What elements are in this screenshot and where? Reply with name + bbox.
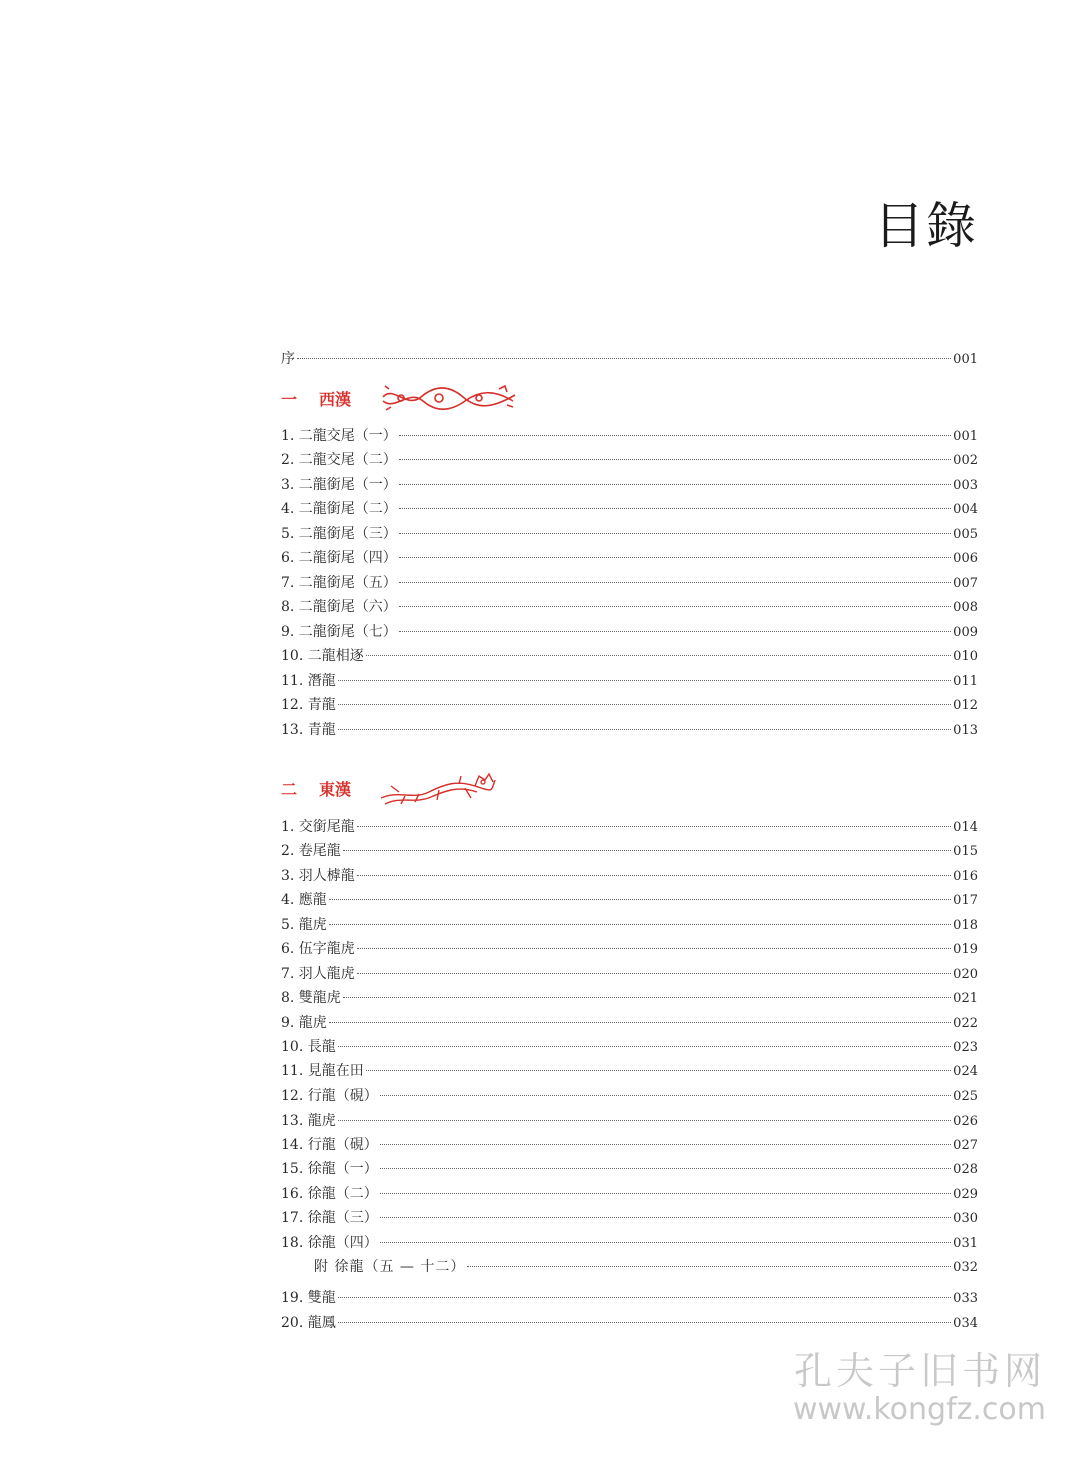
- entry-page: 003: [953, 478, 978, 493]
- section-name: 東漢: [319, 779, 352, 799]
- toc-entry[interactable]: [281, 525, 978, 543]
- toc-entry[interactable]: [281, 427, 978, 445]
- toc-entry[interactable]: [281, 842, 978, 860]
- entry-page: 011: [953, 674, 978, 689]
- entry-page: 026: [953, 1114, 978, 1129]
- entry-page: 004: [953, 502, 978, 517]
- entry-page: 014: [953, 820, 978, 835]
- entry-page: 001: [953, 429, 978, 444]
- section-number: 二: [281, 779, 298, 799]
- entry-label: 19. 雙龍: [281, 1290, 336, 1306]
- entry-label: 序: [281, 351, 295, 367]
- toc-entry[interactable]: [281, 1234, 978, 1252]
- entry-label: 12. 行龍（硯）: [281, 1088, 378, 1104]
- toc-entry[interactable]: [281, 721, 978, 739]
- entry-page: 010: [953, 649, 978, 664]
- dot-leader: [380, 1242, 951, 1243]
- toc-entry[interactable]: [281, 1087, 978, 1105]
- entry-page: 030: [953, 1211, 978, 1226]
- dot-leader: [329, 1022, 951, 1023]
- entry-label: 9. 二龍銜尾（七）: [281, 624, 397, 640]
- dot-leader: [399, 484, 951, 485]
- watermark-site-name: 孔夫子旧书网: [793, 1349, 1046, 1393]
- entry-label: 2. 二龍交尾（二）: [281, 452, 397, 468]
- entry-page: 029: [953, 1187, 978, 1202]
- toc-entry[interactable]: [281, 1160, 978, 1178]
- entry-label: 1. 交銜尾龍: [281, 819, 355, 835]
- toc-entry[interactable]: [281, 1112, 978, 1130]
- entry-page: 020: [953, 967, 978, 982]
- dot-leader: [338, 680, 951, 681]
- dot-leader: [338, 1297, 951, 1298]
- dot-leader: [399, 582, 951, 583]
- entry-page: 002: [953, 453, 978, 468]
- entry-label: 8. 二龍銜尾（六）: [281, 599, 397, 615]
- toc-entry[interactable]: [281, 940, 978, 958]
- entry-label: 13. 青龍: [281, 722, 336, 738]
- dot-leader: [338, 704, 951, 705]
- entry-label: 7. 羽人龍虎: [281, 966, 355, 982]
- toc-entry[interactable]: [281, 574, 978, 592]
- entry-page: 013: [953, 723, 978, 738]
- watermark: [793, 1349, 1046, 1427]
- entry-label: 11. 見龍在田: [281, 1063, 364, 1079]
- dot-leader: [343, 997, 951, 998]
- entry-label: 6. 二龍銜尾（四）: [281, 550, 397, 566]
- dot-leader: [399, 459, 951, 460]
- entry-page: 019: [953, 942, 978, 957]
- entry-page: 005: [953, 527, 978, 542]
- entry-page: 023: [953, 1040, 978, 1055]
- entry-label: 12. 青龍: [281, 697, 336, 713]
- dot-leader: [399, 557, 951, 558]
- dot-leader: [399, 508, 951, 509]
- toc-entry[interactable]: [281, 1209, 978, 1227]
- dot-leader: [329, 899, 951, 900]
- dot-leader: [338, 729, 951, 730]
- entry-page: 033: [953, 1291, 978, 1306]
- dot-leader: [380, 1217, 951, 1218]
- dot-leader: [399, 631, 951, 632]
- toc-entry[interactable]: [281, 696, 978, 714]
- dot-leader: [357, 973, 951, 974]
- entry-label: 14. 行龍（硯）: [281, 1137, 378, 1153]
- dot-leader: [380, 1095, 951, 1096]
- entry-label: 16. 徐龍（二）: [281, 1186, 378, 1202]
- entry-label: 1. 二龍交尾（一）: [281, 428, 397, 444]
- toc-entry[interactable]: [281, 549, 978, 567]
- toc-entry[interactable]: [281, 647, 978, 665]
- entry-label: 10. 二龍相逐: [281, 648, 364, 664]
- entry-label: 4. 應龍: [281, 892, 327, 908]
- dot-leader: [380, 1168, 951, 1169]
- section-header-western-han: [281, 383, 519, 413]
- toc-entry[interactable]: [281, 598, 978, 616]
- entry-page: 009: [953, 625, 978, 640]
- toc-entry[interactable]: [281, 500, 978, 518]
- entry-page: 001: [953, 352, 978, 367]
- entry-page: 015: [953, 844, 978, 859]
- section-header-eastern-han: [281, 773, 499, 803]
- entry-label: 20. 龍鳳: [281, 1315, 336, 1331]
- dot-leader: [338, 1120, 951, 1121]
- entry-label: 6. 伍字龍虎: [281, 941, 355, 957]
- section-name: 西漢: [319, 389, 352, 409]
- entry-label: 3. 二龍銜尾（一）: [281, 477, 397, 493]
- dragon-ornament-icon: [379, 383, 519, 413]
- toc-entry[interactable]: [281, 623, 978, 641]
- dot-leader: [343, 850, 951, 851]
- entry-label: 18. 徐龍（四）: [281, 1235, 378, 1251]
- entry-page: 008: [953, 600, 978, 615]
- entry-label: 13. 龍虎: [281, 1113, 336, 1129]
- toc-entry[interactable]: [281, 1136, 978, 1154]
- entry-label: 3. 羽人㯉龍: [281, 868, 355, 884]
- toc-entry[interactable]: [281, 672, 978, 690]
- entry-label: 9. 龍虎: [281, 1015, 327, 1031]
- toc-entry[interactable]: [281, 818, 978, 836]
- entry-label: 4. 二龍銜尾（二）: [281, 501, 397, 517]
- toc-entry[interactable]: [281, 1038, 978, 1056]
- dot-leader: [399, 533, 951, 534]
- toc-entry[interactable]: [281, 476, 978, 494]
- section-number: 一: [281, 389, 298, 409]
- toc-entry[interactable]: [281, 1185, 978, 1203]
- dot-leader: [357, 826, 951, 827]
- entry-page: 032: [953, 1260, 978, 1275]
- dot-leader: [357, 948, 951, 949]
- entry-label: 11. 潛龍: [281, 673, 336, 689]
- dot-leader: [338, 1046, 951, 1047]
- dot-leader: [366, 655, 951, 656]
- toc-entry[interactable]: [281, 1314, 978, 1332]
- page-title: 目錄: [874, 197, 978, 255]
- toc-entry[interactable]: [281, 965, 978, 983]
- entry-page: 024: [953, 1064, 978, 1079]
- dot-leader: [399, 606, 951, 607]
- toc-entry-appendix[interactable]: [281, 1258, 978, 1276]
- toc-entry-preface[interactable]: [281, 350, 978, 368]
- entry-page: 025: [953, 1089, 978, 1104]
- entry-page: 006: [953, 551, 978, 566]
- entry-label: 5. 二龍銜尾（三）: [281, 526, 397, 542]
- entry-label: 17. 徐龍（三）: [281, 1210, 378, 1226]
- entry-page: 021: [953, 991, 978, 1006]
- toc-entry[interactable]: [281, 1289, 978, 1307]
- entry-page: 007: [953, 576, 978, 591]
- dot-leader: [338, 1322, 951, 1323]
- entry-label: 7. 二龍銜尾（五）: [281, 575, 397, 591]
- dragon-ornament-icon: [379, 770, 499, 806]
- toc-entry[interactable]: [281, 451, 978, 469]
- watermark-url: www.kongfz.com: [792, 1392, 1046, 1427]
- toc-entry[interactable]: [281, 1062, 978, 1080]
- entry-page: 022: [953, 1016, 978, 1031]
- toc-entry[interactable]: [281, 891, 978, 909]
- entry-label: 8. 雙龍虎: [281, 990, 341, 1006]
- entry-label: 2. 卷尾龍: [281, 843, 341, 859]
- dot-leader: [297, 358, 951, 359]
- dot-leader: [329, 924, 951, 925]
- dot-leader: [399, 435, 951, 436]
- entry-page: 017: [953, 893, 978, 908]
- entry-label: 10. 長龍: [281, 1039, 336, 1055]
- toc-entry[interactable]: [281, 916, 978, 934]
- entry-page: 027: [953, 1138, 978, 1153]
- entry-page: 028: [953, 1162, 978, 1177]
- dot-leader: [467, 1266, 951, 1267]
- dot-leader: [357, 875, 951, 876]
- entry-label: 15. 徐龍（一）: [281, 1161, 378, 1177]
- entry-page: 016: [953, 869, 978, 884]
- entry-label: 5. 龍虎: [281, 917, 327, 933]
- entry-page: 034: [953, 1316, 978, 1331]
- entry-page: 012: [953, 698, 978, 713]
- dot-leader: [380, 1144, 951, 1145]
- toc-entry[interactable]: [281, 989, 978, 1007]
- entry-page: 018: [953, 918, 978, 933]
- dot-leader: [366, 1070, 951, 1071]
- toc-entry[interactable]: [281, 1014, 978, 1032]
- entry-label: 附 徐龍（五 — 十二）: [314, 1259, 466, 1275]
- dot-leader: [380, 1193, 951, 1194]
- toc-entry[interactable]: [281, 867, 978, 885]
- entry-page: 031: [953, 1236, 978, 1251]
